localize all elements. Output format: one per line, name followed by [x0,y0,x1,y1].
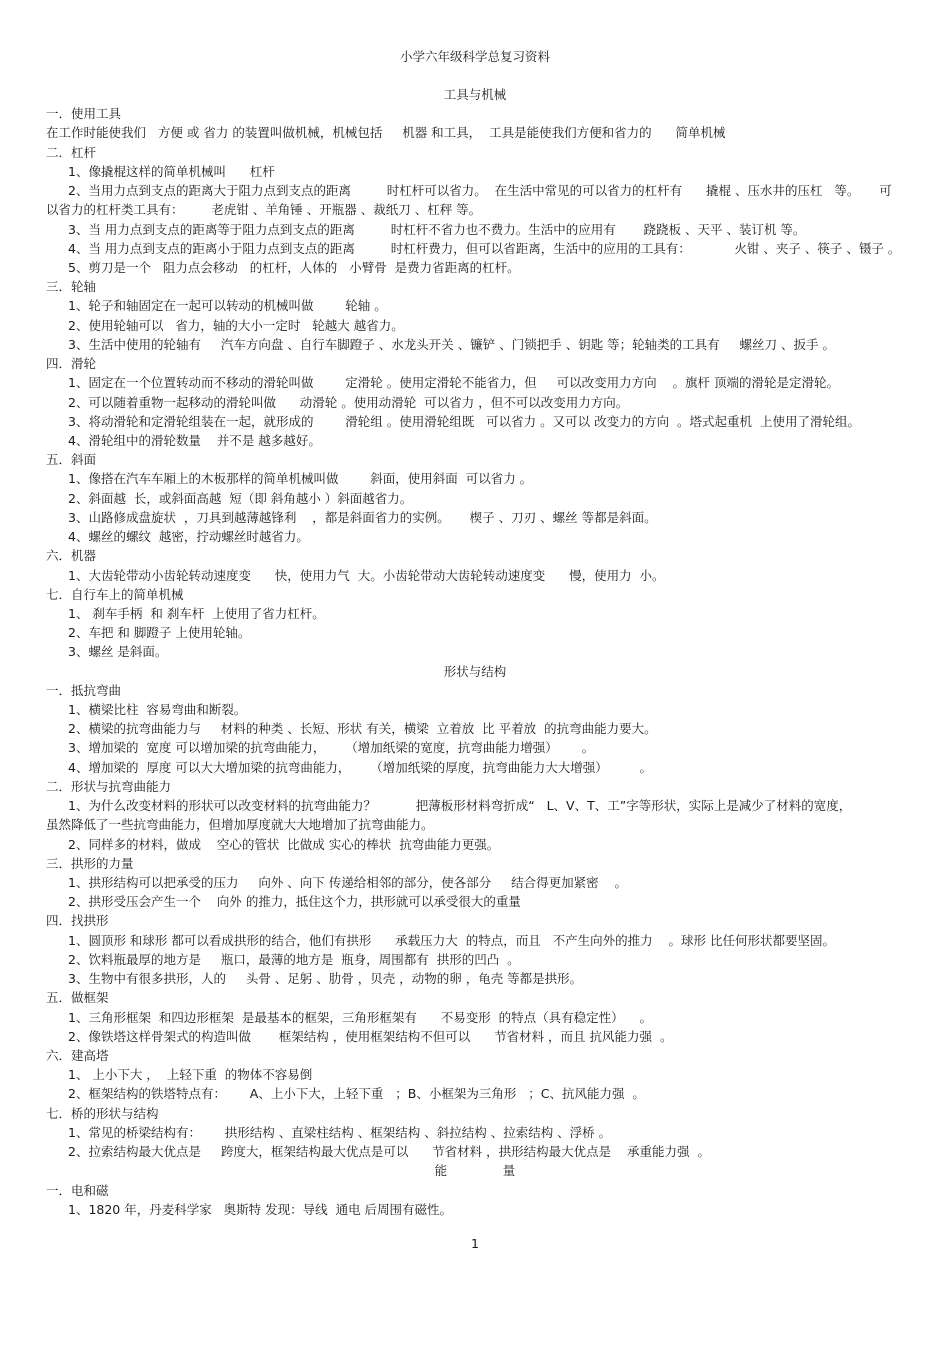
text-line: 2、横梁的抗弯曲能力与 材料的种类 、长短、形状 有关，横梁 立着放 比 平着放 的抗弯曲能力要大。 [68,721,657,737]
text-line: 2、拉索结构最大优点是 跨度大，框架结构最大优点是可以 节省材料 ，拱形结构最大优点是 承重能力强 。 [68,1144,710,1160]
text-line: 1、 刹车手柄 和 刹车杆 上使用了省力杠杆。 [68,605,325,621]
text-line: 1、轮子和轴固定在一起可以转动的机械叫做 轮轴 。 [68,298,387,314]
text-line: 以省力的杠杆类工具有： 老虎钳 、羊角锤 、开瓶器 、裁纸刀 、杠秤 等。 [46,202,482,218]
text-line: 虽然降低了一些抗弯曲能力，但增加厚度就大大地增加了抗弯曲能力。 [46,817,434,833]
text-line: 2、当用力点到支点的距离大于阻力点到支点的距离 时杠杆可以省力。 在生活中常见的可以省力的杠杆有 撬棍 、压水井的压杠 等。 可 [68,183,892,199]
section-heading: 一．使用工具 [46,106,122,122]
text-line: 4、增加梁的 厚度 可以大大增加梁的抗弯曲能力， （增加纸梁的厚度，抗弯曲能力大大增强） 。 [68,759,653,775]
section-heading: 七．自行车上的简单机械 [46,586,184,602]
text-line: 2、饮料瓶最厚的地方是 瓶口，最薄的地方是 瓶身，周围都有 拱形的凹凸 。 [68,951,520,967]
chapter-heading: 能 量 [434,1163,516,1179]
text-line: 3、生物中有很多拱形，人的 头骨 、足躬 、肋骨 ，贝壳 ，动物的卵 ，龟壳 等都是拱形。 [68,971,583,987]
section-heading: 五．做框架 [46,990,109,1006]
section-heading: 四．找拱形 [46,913,109,929]
section-heading: 一．电和磁 [46,1182,109,1198]
section-heading: 一．抵抗弯曲 [46,682,122,698]
text-line: 2、斜面越 长，或斜面高越 短（即 斜角越小 ）斜面越省力。 [68,490,413,506]
section-heading: 七．桥的形状与结构 [46,1105,159,1121]
section-heading: 六．建高塔 [46,1048,109,1063]
section-heading: 五．斜面 [46,452,97,468]
text-line: 2、使用轮轴可以 省力，轴的大小一定时 轮越大 越省力。 [68,317,404,333]
text-line: 2、可以随着重物一起移动的滑轮叫做 动滑轮 。使用动滑轮 可以省力 ，但不可以改变用力方向。 [68,394,629,410]
chapter-heading: 工具与机械 [443,87,507,102]
text-line: 1、横梁比柱 容易弯曲和断裂。 [68,702,247,718]
text-line: 2、框架结构的铁塔特点有： A、上小下大，上轻下重 ；B、小框架为三角形 ；C、抗风能力强 。 [68,1086,645,1102]
text-line: 1、大齿轮带动小齿轮转动速度变 快，使用力气 大。小齿轮带动大齿轮转动速度变 慢，使用力 小。 [68,567,665,583]
text-line: 1、像撬棍这样的简单机械叫 杠杆 [68,163,275,179]
text-line: 1、三角形框架 和四边形框架 是最基本的框架，三角形框架有 不易变形 的特点（具有稳定性） 。 [68,1009,653,1025]
text-line: 3、将动滑轮和定滑轮组装在一起，就形成的 滑轮组 。使用滑轮组既 可以省力 。又可以 改变力的方向 。塔式起重机 上使用了滑轮组。 [68,413,860,429]
document-title: 小学六年级科学总复习资料 [399,49,550,64]
text-line: 4、螺丝的螺纹 越密，拧动螺丝时越省力。 [68,529,309,545]
text-line: 1、像搭在汽车车厢上的木板那样的简单机械叫做 斜面，使用斜面 可以省力 。 [68,471,533,487]
section-heading: 二．形状与抗弯曲能力 [46,778,172,794]
text-line: 1、拱形结构可以把承受的压力 向外 、向下 传递给相邻的部分，使各部分 结合得更加紧密 。 [68,875,628,891]
text-line: 2、像铁塔这样骨架式的构造叫做 框架结构 ，使用框架结构不但可以 节省材料 ，而且 抗风能力强 。 [68,1028,673,1044]
text-line: 2、拱形受压会产生一个 向外 的推力，抵住这个力，拱形就可以承受很大的重量 [68,894,521,910]
text-line: 3、增加梁的 宽度 可以增加梁的抗弯曲能力， （增加纸梁的宽度，抗弯曲能力增强） 。 [68,740,595,756]
section-heading: 三．拱形的力量 [46,855,134,871]
text-line: 2、同样多的材料，做成 空心的管状 比做成 实心的棒状 抗弯曲能力更强。 [68,836,500,852]
text-line: 1、为什么改变材料的形状可以改变材料的抗弯曲能力？ 把薄板形材料弯折成“ L、V、T、工”字等形状，实际上是减少了材料的宽度， [68,798,852,814]
text-line: 5、剪刀是一个 阻力点会移动 的杠杆，人体的 小臂骨 是费力省距离的杠杆。 [68,259,520,275]
section-heading: 四．滑轮 [46,356,97,372]
text-line: 3、螺丝 是斜面。 [68,644,168,660]
text-line: 1、1820 年，丹麦科学家 奥斯特 发现：导线 通电 后周围有磁性。 [68,1201,453,1217]
text-line: 在工作时能使我们 方便 或 省力 的装置叫做机械，机械包括 机器 和工具， 工具是能使我们方便和省力的 简单机械 [46,125,726,141]
text-line: 2、车把 和 脚蹬子 上使用轮轴。 [68,625,251,641]
text-line: 3、当 用力点到支点的距离等于阻力点到支点的距离 时杠杆不省力也不费力。生活中的应用有 跷跷板 、天平 、装订机 等。 [68,221,806,237]
text-line: 1、 上小下大 ， 上轻下重 的物体不容易倒 [68,1067,313,1083]
chapter-heading: 形状与结构 [443,663,507,679]
section-heading: 六．机器 [46,548,97,564]
text-line: 1、常见的桥梁结构有： 拱形结构 、直梁柱结构 、框架结构 、斜拉结构 、拉索结构 、浮桥 。 [68,1124,612,1140]
page-number: 1 [471,1236,479,1251]
text-line: 3、生活中使用的轮轴有 汽车方向盘 、自行车脚蹬子 、水龙头开关 、镰铲 、门锁把手 、钥匙 等；轮轴类的工具有 螺丝刀 、扳手 。 [68,336,835,352]
text-line: 1、固定在一个位置转动而不移动的滑轮叫做 定滑轮 。使用定滑轮不能省力，但 可以改变用力方向 。旗杆 顶端的滑轮是定滑轮。 [68,375,839,391]
text-line: 4、滑轮组中的滑轮数量 并不是 越多越好。 [68,432,321,448]
section-heading: 二．杠杆 [46,144,97,160]
text-line: 1、圆顶形 和球形 都可以看成拱形的结合，他们有拱形 承载压力大 的特点，而且 不产生向外的推力 。球形 比任何形状都要坚固。 [68,932,835,948]
text-line: 3、山路修成盘旋状 ，刀具到越薄越锋利 ，都是斜面省力的实例。 楔子 、刀刃 、螺丝 等都是斜面。 [68,509,657,525]
section-heading: 三．轮轴 [46,279,97,295]
text-line: 4、当 用力点到支点的距离小于阻力点到支点的距离 时杠杆费力，但可以省距离，生活中的应用的工具有： 火钳 、夹子 、筷子 、镊子 。 [68,240,901,256]
